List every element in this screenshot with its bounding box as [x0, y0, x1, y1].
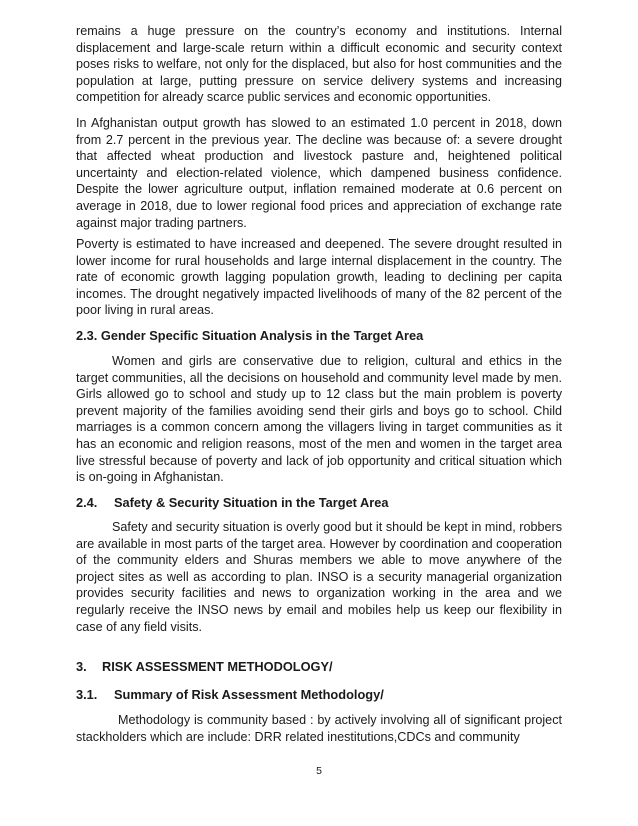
- paragraph-gender: Women and girls are conservative due to religion, cultural and ethics in the target communities, all the decisions on household and community level made by men. Girls allowed go to school and study up to 12 class but the main problem is poverty prevent majority of the families avoiding send their girls and boys go to school. Child marriages is a common concern among the villagers living in target communities as it has an economic and religion reasons, most of the men and women in the target area live stressful because of poverty and lack of job opportunity and critical situation which is on-going in Afghanistan.: [76, 354, 562, 485]
- paragraph-security: Safety and security situation is overly good but it should be kept in mind, robbers are available in most parts of the target area. However by coordination and cooperation of the community elders and Shuras members we able to move anywhere of the project sites as well as according to plan. INSO is a security managerial organization provides security facilities and news to organization working in the area and we regularly receive the INSO news by email and mobiles help us keep our flexibility in case of any field visits.: [76, 520, 562, 634]
- paragraph-poverty: Poverty is estimated to have increased and deepened. The severe drought resulted in lower income for rural households and large internal displacement in the country. The rate of economic growth lagging population growth, leading to declining per capita incomes. The drought negatively impacted livelihoods of many of the 82 percent of the poor living in rural areas.: [76, 237, 562, 318]
- paragraph-methodology: Methodology is community based : by actively involving all of significant project stackholders which are include: DRR related inestitutions,CDCs and community: [76, 713, 562, 744]
- section-heading-3-1: [76, 687, 384, 702]
- section-heading-2-3: 2.3. Gender Specific Situation Analysis in the Target Area: [76, 328, 424, 343]
- paragraph-output-growth: In Afghanistan output growth has slowed to an estimated 1.0 percent in 2018, down from 2.7 percent in the previous year. The decline was because of: a severe drought that affected wheat production and livestock pasture and, heightened political uncertainty and election-related violence, which dampened business confidence. Despite the lower agriculture output, inflation remained moderate at 0.6 percent on average in 2018, due to lower regional food prices and appreciation of exchange rate against major trading partners.: [76, 116, 562, 230]
- section-number: 2.4.: [76, 495, 98, 510]
- page-number: 5: [316, 765, 322, 777]
- section-heading-2-4: [76, 495, 388, 510]
- section-title: Safety & Security Situation in the Target Area: [114, 495, 389, 510]
- section-heading-3: [76, 659, 333, 674]
- paragraph-displacement: remains a huge pressure on the country’s economy and institutions. Internal displacement and large-scale return within a difficult economic and security context poses risks to welfare, not only for the displaced, but also for host communities and the population at large, putting pressure on service delivery systems and increasing competition for already scarce public services and economic opportunities.: [76, 24, 562, 105]
- section-title: RISK ASSESSMENT METHODOLOGY/: [102, 659, 333, 674]
- section-number: 3.: [76, 659, 87, 674]
- section-number: 3.1.: [76, 687, 98, 702]
- section-title: Summary of Risk Assessment Methodology/: [114, 687, 384, 702]
